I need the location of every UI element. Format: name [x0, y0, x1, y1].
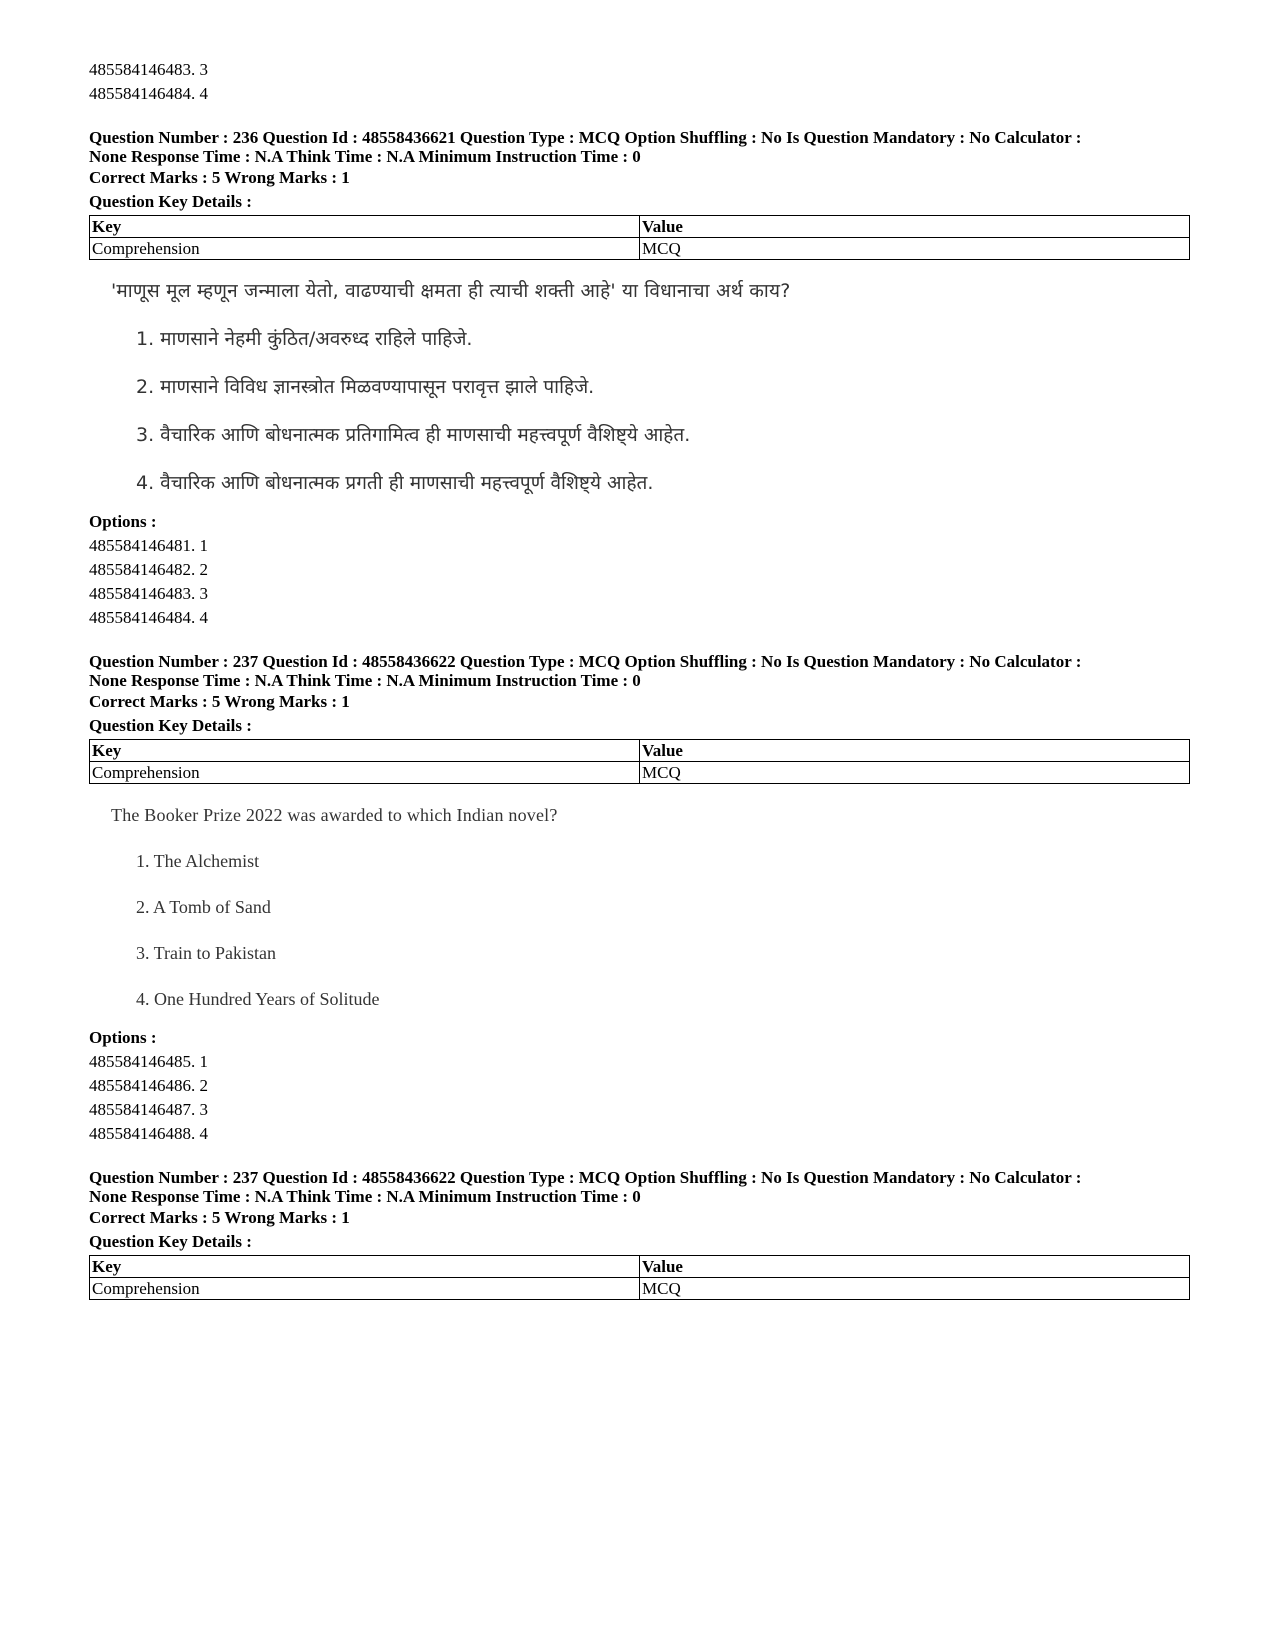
question-choice: 4. One Hundred Years of Solitude: [136, 989, 380, 1009]
question-choice: 3. वैचारिक आणि बोधनात्मक प्रतिगामित्व ही माणसाची महत्त्वपूर्ण वैशिष्ट्ये आहेत.: [136, 424, 691, 446]
table-cell-value: MCQ: [640, 1278, 1190, 1300]
option-line: 485584146484. 4: [89, 608, 208, 627]
option-line: 485584146488. 4: [89, 1124, 208, 1143]
question-meta-line: Question Number : 236 Question Id : 48558436621 Question Type : MCQ Option Shuffling : No Is Question Mandatory : No Calculator :: [89, 128, 1082, 147]
key-details-label: Question Key Details :: [89, 716, 252, 735]
table-header-key: Key: [90, 740, 640, 762]
key-value-table: [89, 215, 1190, 260]
question-meta-line: Question Number : 237 Question Id : 48558436622 Question Type : MCQ Option Shuffling : No Is Question Mandatory : No Calculator :: [89, 1168, 1082, 1187]
option-line: 485584146483. 3: [89, 60, 208, 79]
question-meta-line: None Response Time : N.A Think Time : N.A Minimum Instruction Time : 0: [89, 147, 641, 166]
option-line: 485584146485. 1: [89, 1052, 208, 1071]
option-line: 485584146483. 3: [89, 584, 208, 603]
question-image: [111, 802, 1189, 1012]
table-cell-key: Comprehension: [90, 238, 640, 260]
marks-line: Correct Marks : 5 Wrong Marks : 1: [89, 168, 350, 187]
table-cell-key: Comprehension: [90, 762, 640, 784]
question-block-237: [89, 652, 1189, 1146]
table-header-value: Value: [640, 740, 1190, 762]
marks-line: Correct Marks : 5 Wrong Marks : 1: [89, 1208, 350, 1227]
question-choice: 3. Train to Pakistan: [136, 943, 277, 963]
table-header-key: Key: [90, 1256, 640, 1278]
table-cell-value: MCQ: [640, 238, 1190, 260]
question-choice: 2. माणसाने विविध ज्ञानस्त्रोत मिळवण्यापासून परावृत्त झाले पाहिजे.: [136, 376, 595, 398]
key-value-table: [89, 739, 1190, 784]
top-options-list: [89, 58, 1189, 106]
table-header-value: Value: [640, 1256, 1190, 1278]
question-choice: 1. माणसाने नेहमी कुंठित/अवरुध्द राहिले पाहिजे.: [136, 328, 473, 350]
question-block-237-repeat: [89, 1168, 1189, 1300]
question-choice: 4. वैचारिक आणि बोधनात्मक प्रगती ही माणसाची महत्त्वपूर्ण वैशिष्ट्ये आहेत.: [136, 472, 654, 494]
table-cell-value: MCQ: [640, 762, 1190, 784]
marks-line: Correct Marks : 5 Wrong Marks : 1: [89, 692, 350, 711]
key-details-label: Question Key Details :: [89, 192, 252, 211]
question-stem: The Booker Prize 2022 was awarded to which Indian novel?: [111, 805, 558, 825]
table-cell-key: Comprehension: [90, 1278, 640, 1300]
question-meta-line: None Response Time : N.A Think Time : N.A Minimum Instruction Time : 0: [89, 671, 641, 690]
options-label: Options :: [89, 1028, 157, 1047]
key-value-table: [89, 1255, 1190, 1300]
option-line: 485584146482. 2: [89, 560, 208, 579]
table-header-key: Key: [90, 216, 640, 238]
question-meta-line: Question Number : 237 Question Id : 48558436622 Question Type : MCQ Option Shuffling : No Is Question Mandatory : No Calculator :: [89, 652, 1082, 671]
question-meta-line: None Response Time : N.A Think Time : N.A Minimum Instruction Time : 0: [89, 1187, 641, 1206]
table-header-value: Value: [640, 216, 1190, 238]
question-stem: 'माणूस मूल म्हणून जन्माला येतो, वाढण्याची क्षमता ही त्याची शक्ती आहे' या विधानाचा अर्थ काय?: [111, 280, 791, 302]
question-block-236: [89, 128, 1189, 630]
option-line: 485584146487. 3: [89, 1100, 208, 1119]
options-label: Options :: [89, 512, 157, 531]
key-details-label: Question Key Details :: [89, 1232, 252, 1251]
question-image: [111, 278, 1189, 496]
option-line: 485584146486. 2: [89, 1076, 208, 1095]
option-line: 485584146484. 4: [89, 84, 208, 103]
document-page: [89, 58, 1189, 1300]
question-choice: 1. The Alchemist: [136, 851, 260, 871]
question-choice: 2. A Tomb of Sand: [136, 897, 271, 917]
option-line: 485584146481. 1: [89, 536, 208, 555]
